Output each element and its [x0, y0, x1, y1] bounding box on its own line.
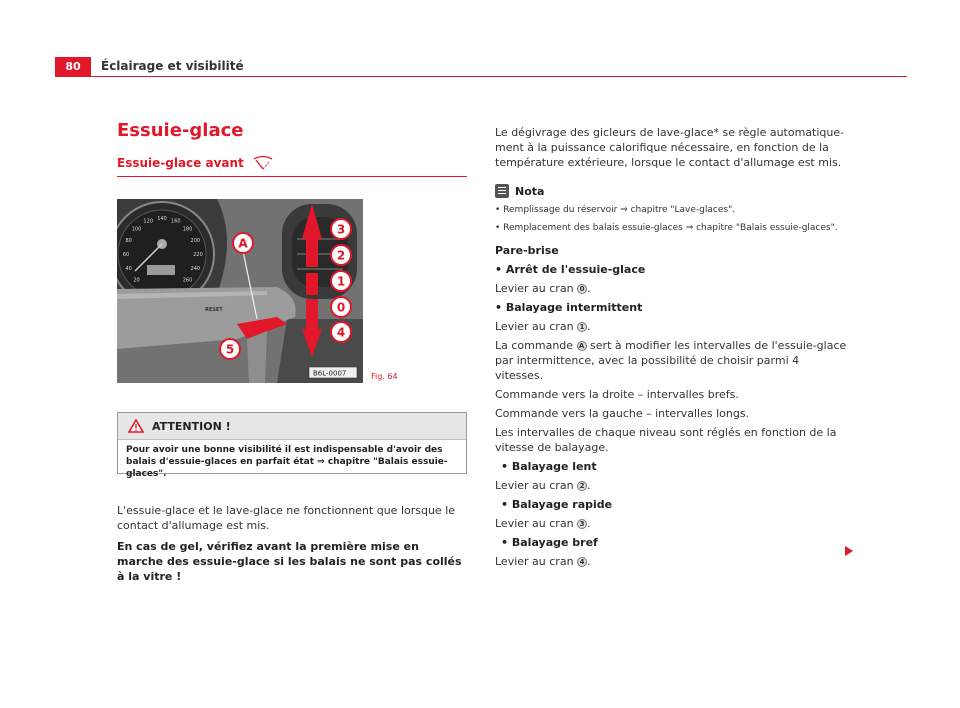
position-badge: A — [577, 341, 587, 351]
gauge-tick-label: 220 — [193, 252, 203, 258]
figure-label: 4 — [336, 325, 346, 340]
odometer-display — [147, 265, 175, 275]
bref-heading: • Balayage bref — [501, 536, 598, 549]
right-column — [495, 125, 850, 573]
levier-label: Levier au cran — [495, 517, 574, 530]
wiper-stalk-figure — [117, 199, 363, 383]
levier-label: Levier au cran — [495, 282, 574, 295]
figure-code: B6L-0007 — [313, 369, 347, 378]
warning-triangle-icon — [128, 419, 144, 433]
page-header — [55, 57, 907, 77]
position-marker-1 — [306, 273, 318, 295]
gauge-tick-label: 60 — [122, 252, 130, 258]
gauge-tick-label: 20 — [133, 277, 140, 284]
page-number: 80 — [55, 57, 91, 77]
figure-label: A — [238, 236, 248, 251]
position-badge: 4 — [577, 557, 587, 567]
levier-line: Levier au cran 3 . — [495, 517, 591, 530]
pare-brise-heading: Pare-brise — [495, 244, 559, 257]
gauge-tick-label: 160 — [171, 218, 181, 225]
figure-label: 1 — [336, 274, 346, 289]
position-badge: 0 — [577, 284, 587, 294]
windshield-wiper-icon — [252, 155, 274, 171]
gauge-tick-label: 80 — [125, 238, 132, 245]
stalk-reset-text: RESET — [205, 307, 223, 313]
gauge-tick-label: 260 — [182, 277, 193, 284]
figure-illustration — [117, 199, 363, 383]
gauge-tick-label: 180 — [182, 226, 193, 233]
gauge-tick-label: 140 — [157, 216, 167, 222]
figure-label: 2 — [336, 248, 346, 263]
warning-box — [117, 412, 467, 479]
levier-label: Levier au cran — [495, 320, 574, 333]
ignition-paragraph: L'essuie-glace et le lave-glace ne fonctionnent que lorsque le contact d'allumage est mis. — [117, 504, 456, 532]
position-marker-0 — [306, 299, 318, 329]
nota-title: Nota — [515, 184, 545, 198]
gauge-tick-label: 200 — [190, 238, 201, 245]
gauge-tick-label: 120 — [143, 218, 153, 225]
note-icon — [495, 184, 509, 198]
nota-item: • Remplissage du réservoir ⇒ chapitre "Lave-glaces". — [495, 205, 736, 215]
reglage-paragraph: Les intervalles de chaque niveau sont réglés en fonction de la vitesse de balayage. — [495, 426, 837, 454]
gauche-line: Commande vers la gauche – intervalles longs. — [495, 407, 750, 420]
commande-paragraph — [495, 338, 850, 383]
levier-line: Levier au cran 4 . — [495, 555, 591, 568]
rapide-heading: • Balayage rapide — [501, 498, 613, 511]
levier-line: Levier au cran 1 . — [495, 320, 591, 333]
levier-label: Levier au cran — [495, 479, 574, 492]
left-column — [117, 120, 467, 177]
frost-warning-paragraph: En cas de gel, vérifiez avant la première mise en marche des essuie-glace si les balais ne sont pas collés à la vitre ! — [117, 540, 462, 583]
figure-label: 3 — [336, 222, 346, 237]
subsection-heading — [117, 155, 467, 177]
gauge-tick-label: 40 — [125, 265, 132, 272]
chapter-title: Éclairage et visibilité — [101, 59, 244, 73]
warning-header — [118, 413, 466, 440]
levier-label: Levier au cran — [495, 555, 574, 568]
continue-arrow-icon — [845, 546, 853, 556]
section-title: Essuie-glace — [117, 120, 244, 141]
gauge-tick-label: 240 — [190, 265, 201, 272]
position-badge: 1 — [577, 322, 587, 332]
gauge-tick-label: 100 — [131, 226, 142, 233]
figure-label: 0 — [336, 300, 346, 315]
figure-caption: Fig. 64 — [371, 372, 398, 381]
defrost-paragraph: Le dégivrage des gicleurs de lave-glace* se règle automatiquement à la puissance calorifique nécessaire, en fonction de la température extérieure, lorsque le contact d'allumage est mis. — [495, 126, 845, 169]
levier-line: Levier au cran 0 . — [495, 282, 591, 295]
position-badge: 3 — [577, 519, 587, 529]
figure-label: 5 — [225, 342, 235, 357]
header-rule — [91, 76, 907, 77]
commande-label: La commande — [495, 339, 574, 352]
droite-line: Commande vers la droite – intervalles brefs. — [495, 388, 739, 401]
arret-heading: • Arrêt de l'essuie-glace — [495, 263, 646, 276]
left-body-text — [117, 503, 467, 584]
nota-heading — [495, 184, 850, 198]
subsection-title: Essuie-glace avant — [117, 156, 244, 170]
position-badge: 2 — [577, 481, 587, 491]
commande-text: sert à modifier les intervalles de l'essuie-glace par intermittence, avec la possibilité de choisir parmi 4 vitesses. — [495, 339, 847, 382]
levier-line: Levier au cran 2 . — [495, 479, 591, 492]
warning-text: Pour avoir une bonne visibilité il est indispensable d'avoir des balais d'essuie-glaces en parfait état ⇒ chapitre "Balais essuie-glaces". — [126, 445, 448, 479]
lent-heading: • Balayage lent — [501, 460, 597, 473]
nota-item: • Remplacement des balais essuie-glaces ⇒ chapitre "Balais essuie-glaces". — [495, 223, 838, 233]
intermittent-heading: • Balayage intermittent — [495, 301, 643, 314]
warning-title: ATTENTION ! — [152, 419, 231, 433]
